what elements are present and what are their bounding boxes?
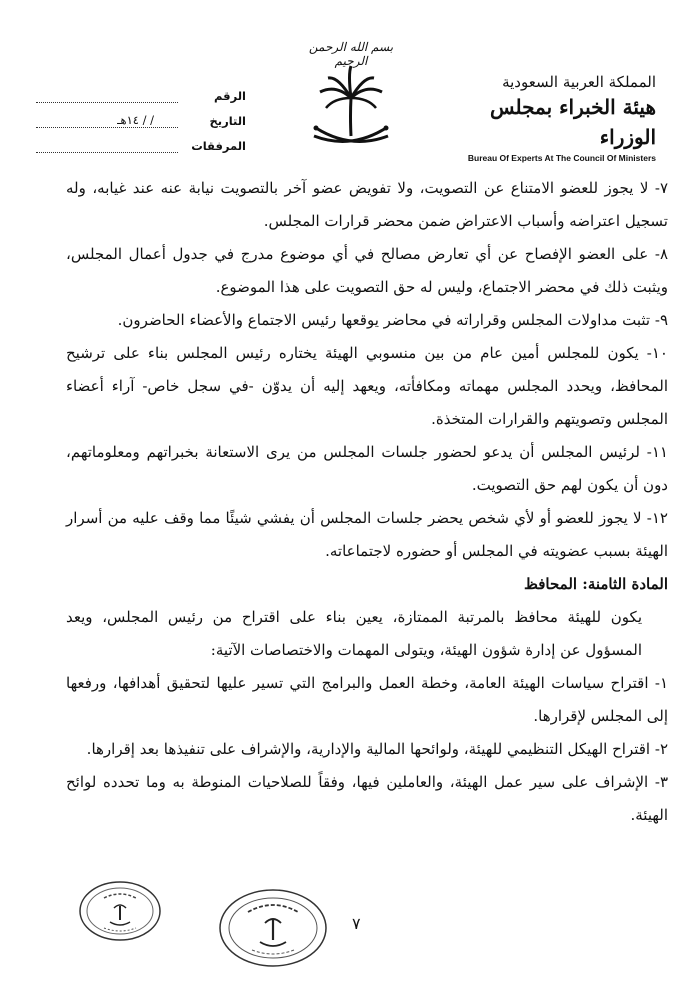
official-seal-small-icon bbox=[78, 880, 162, 942]
org-name-english: Bureau Of Experts At The Council Of Ministers bbox=[467, 153, 656, 163]
attachments-line bbox=[36, 138, 178, 153]
letterhead bbox=[0, 0, 700, 170]
reference-block bbox=[36, 78, 246, 153]
ref-number-line bbox=[36, 88, 178, 103]
ref-number-label: الرقم bbox=[214, 89, 246, 103]
ref-number-row bbox=[36, 78, 246, 103]
org-name-arabic: هيئة الخبراء بمجلس الوزراء bbox=[489, 95, 656, 149]
attachments-label: المرفقات bbox=[191, 139, 246, 153]
saudi-emblem-icon bbox=[306, 58, 396, 158]
clause-7: ٧- لا يجوز للعضو الامتناع عن التصويت، ولا تفويض عضو آخر بالتصويت نيابة عنه عند غيابه، وله تسجيل اعتراضه وأسباب الاعتراض ضمن محضر قرارات المجلس. bbox=[66, 179, 668, 230]
page-number: ٧ bbox=[352, 914, 361, 933]
attachments-row bbox=[36, 128, 246, 153]
organization-name bbox=[456, 72, 656, 164]
date-value: / / ١٤هـ bbox=[36, 113, 178, 128]
clause-8: ٨- على العضو الإفصاح عن أي تعارض مصالح في أي موضوع مدرج في جدول أعمال المجلس، ويثبت ذلك في محضر الاجتماع، وليس له حق التصويت على هذا الموضوع. bbox=[66, 245, 668, 296]
duty-3: ٣- الإشراف على سير عمل الهيئة، والعاملين فيها، وفقاً للصلاحيات المنوطة به وما تحدده لوائح الهيئة. bbox=[66, 773, 668, 824]
duty-1: ١- اقتراح سياسات الهيئة العامة، وخطة العمل والبرامج التي تسير عليها لتحقيق أهدافها، ورفعها إلى المجلس لإقرارها. bbox=[66, 674, 668, 725]
article-heading: المادة الثامنة: المحافظ bbox=[523, 575, 668, 593]
basmala: بسم الله الرحمن الرحيم bbox=[308, 40, 394, 68]
clause-12: ١٢- لا يجوز للعضو أو لأي شخص يحضر جلسات المجلس أن يفشي شيئًا مما وقف عليه من أسرار الهيئة بسبب عضويته في المجلس أو حضوره لاجتماعاته. bbox=[66, 509, 668, 560]
official-seal-large-icon bbox=[218, 888, 328, 968]
article-intro: يكون للهيئة محافظ بالمرتبة الممتازة، يعين بناء على اقتراح من رئيس المجلس، ويعد المسؤول عن إدارة شؤون الهيئة، ويتولى المهمات والاختصاصات الآتية: bbox=[66, 608, 642, 659]
date-row bbox=[36, 103, 246, 128]
date-label: التاريخ bbox=[209, 114, 246, 128]
clause-10: ١٠- يكون للمجلس أمين عام من بين منسوبي الهيئة يختاره رئيس المجلس بناء على ترشيح المحافظ، ويحدد المجلس مهماته ومكافأته، ويعهد إليه أن يدوّن -في سجل خاص- آراء أعضاء المجلس وتصويتهم والقرارات المتخذة. bbox=[66, 344, 668, 428]
clause-9: ٩- تثبت مداولات المجلس وقراراته في محاضر يوقعها رئيس الاجتماع والأعضاء الحاضرون. bbox=[117, 311, 668, 329]
duty-2: ٢- اقتراح الهيكل التنظيمي للهيئة، ولوائحها المالية والإدارية، والإشراف على تنفيذها بعد إقرارها. bbox=[86, 740, 668, 758]
org-country: المملكة العربية السعودية bbox=[502, 73, 656, 91]
document-body bbox=[66, 172, 668, 832]
clause-11: ١١- لرئيس المجلس أن يدعو لحضور جلسات المجلس من يرى الاستعانة بخبراتهم ومعلوماتهم، دون أن يكون لهم حق التصويت. bbox=[66, 443, 668, 494]
